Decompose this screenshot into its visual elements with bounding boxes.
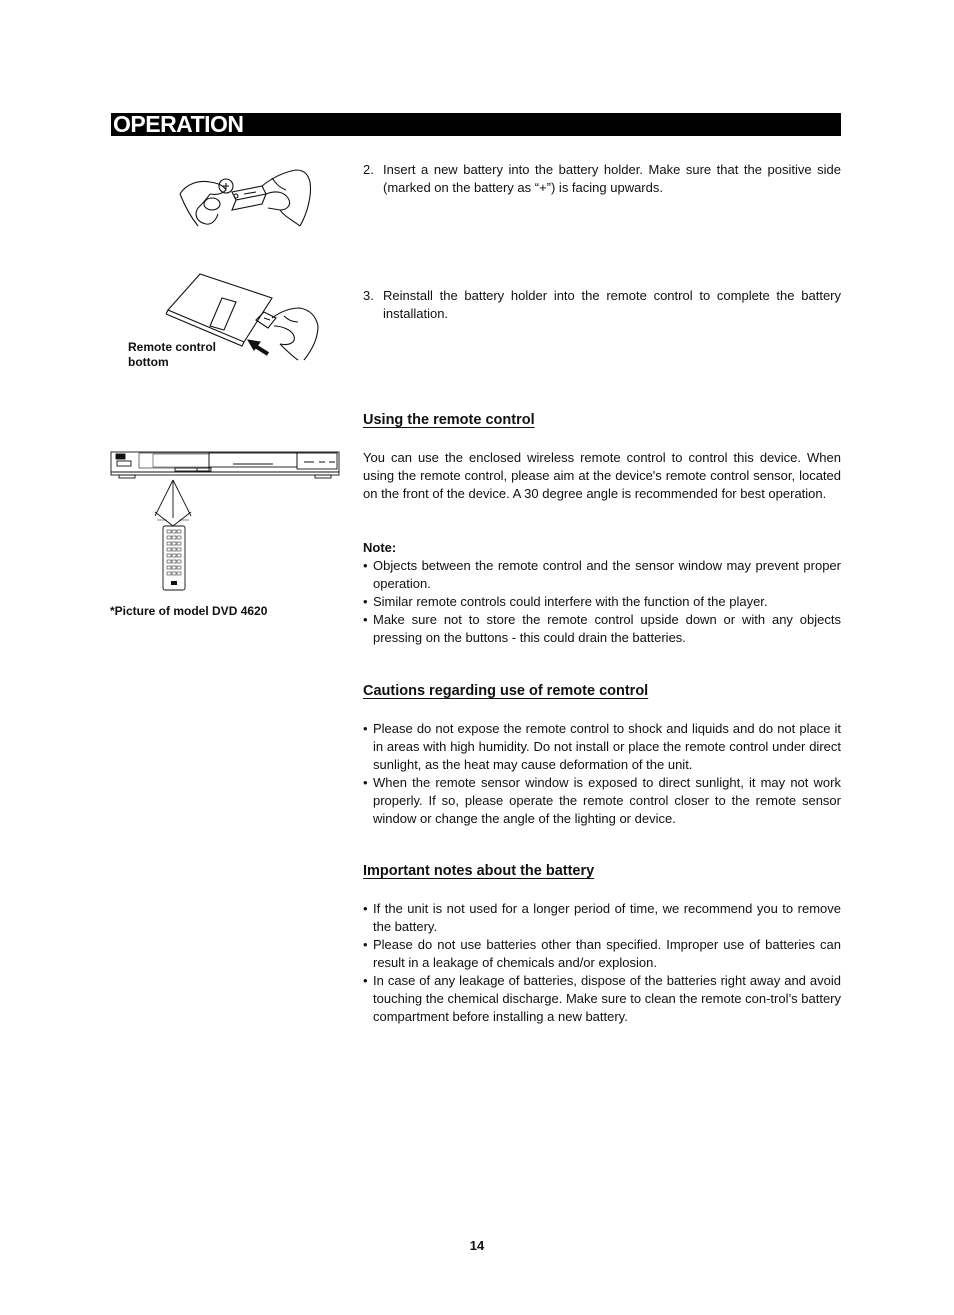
battery-notes-list: [363, 900, 841, 1026]
step-3: 3. Reinstall the battery holder into the remote control to complete the battery installation.: [363, 288, 841, 321]
using-remote-paragraph: You can use the enclosed wireless remote control to control this device. When using the remote control, please aim at the device's remote control sensor, located on the front of the device. A 30 degree angle is recommended for best operation.: [363, 450, 841, 501]
list-item: • Please do not use batteries other than specified. Improper use of batteries can result in a leakage of chemicals and/or explosion.: [363, 937, 841, 970]
page-title: OPERATION: [113, 111, 244, 137]
step-2: 2. Insert a new battery into the battery holder. Make sure that the positive side (marked on the battery as “+”) is facing upwards.: [363, 162, 841, 195]
list-item: • Make sure not to store the remote control upside down or with any objects pressing on the buttons - this could drain the batteries.: [363, 612, 841, 645]
list-item: • Please do not expose the remote control to shock and liquids and do not place it in areas with high humidity. Do not install or place the remote control under direct sunlight, as the heat may cause deformation of the unit.: [363, 721, 841, 772]
player-caption: *Picture of model DVD 4620: [110, 604, 268, 618]
section-banner: [111, 113, 841, 136]
note-title: Note:: [363, 540, 397, 555]
using-remote-heading: Using the remote control: [363, 412, 535, 428]
battery-notes-heading: Important notes about the battery: [363, 863, 595, 879]
hand-battery-holder-illustration: [176, 164, 316, 234]
remote-bottom-caption: Remote control bottom: [128, 340, 217, 369]
dvd-player-remote-angle-illustration: [109, 450, 341, 595]
list-item: • If the unit is not used for a longer period of time, we recommend you to remove the battery.: [363, 901, 841, 934]
list-item: • In case of any leakage of batteries, dispose of the batteries right away and avoid touching the chemical discharge. Make sure to clean the remote con-trol’s battery compartment before installing a new battery.: [363, 973, 841, 1024]
list-item: • Objects between the remote control and the sensor window may prevent proper operation.: [363, 558, 841, 591]
cautions-heading: Cautions regarding use of remote control: [363, 683, 649, 699]
notes-list: [363, 557, 841, 647]
cautions-list: [363, 720, 841, 828]
page-number: 14: [469, 1238, 485, 1253]
list-item: • Similar remote controls could interfere with the function of the player.: [363, 594, 768, 609]
list-item: • When the remote sensor window is exposed to direct sunlight, it may not work properly. If so, please operate the remote control closer to the remote sensor window or change the angle of the lighting or device.: [363, 775, 841, 826]
